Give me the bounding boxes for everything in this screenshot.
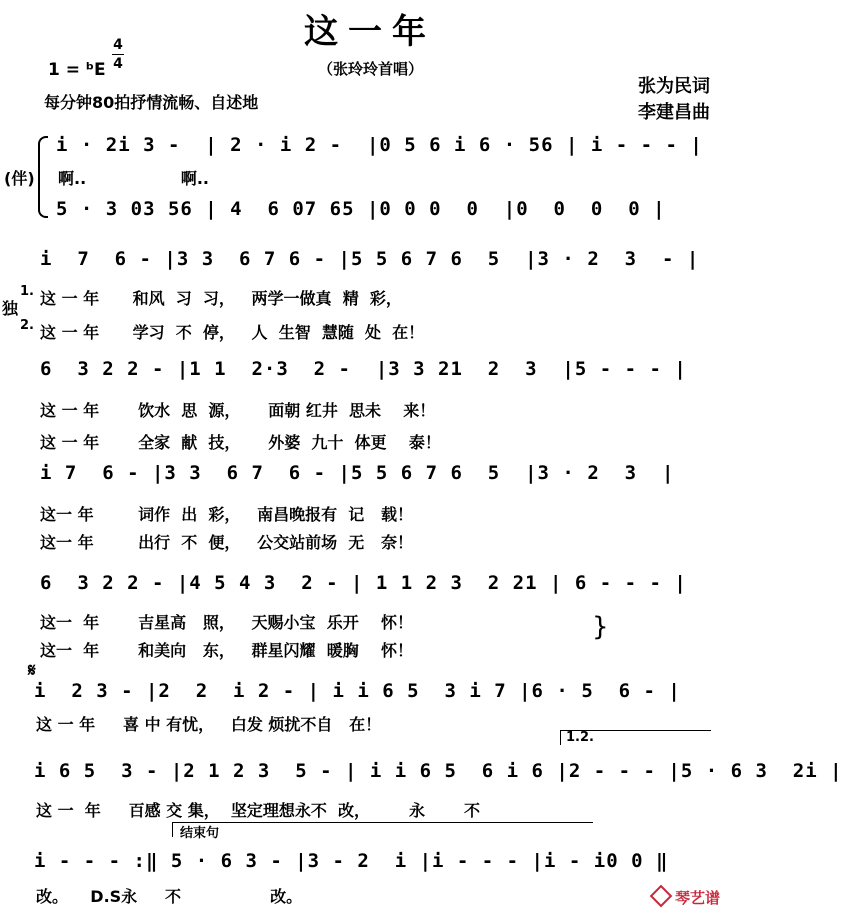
site-watermark bbox=[653, 887, 720, 908]
system-brace bbox=[38, 136, 48, 218]
row1-melody: i · 2i 3 - | 2 · i 2 - |0 5 6 i 6 · 56 | i - - - | bbox=[56, 134, 703, 156]
lyricist-credit: 张为民词 bbox=[638, 76, 710, 97]
row4-lyric-verse2: 这一 年 出行 不 便， 公交站前场 无 奈！ bbox=[40, 533, 413, 552]
row5-lyric-verse1: 这一 年 吉星高 照， 天赐小宝 乐开 怀！ bbox=[40, 613, 413, 632]
ending-final-label: 结束句 bbox=[180, 826, 220, 841]
row8-melody: i - - - :‖ 5 · 6 3 - |3 - 2 i |i - - - |i - i0 0 ‖ bbox=[34, 850, 669, 872]
tempo-marking: 每分钟80拍抒情流畅、自述地 bbox=[44, 93, 259, 112]
row3-lyric-verse2: 这 一 年 全家 献 技， 外婆 九十 体更 泰！ bbox=[40, 433, 441, 452]
singer-credit: （张玲玲首唱） bbox=[318, 60, 424, 78]
row7-melody: i 6 5 3 - |2 1 2 3 5 - | i i 6 5 6 i 6 |2 - - - |5 · 6 3 2i | bbox=[34, 760, 843, 782]
composer-credit: 李建昌曲 bbox=[638, 102, 710, 123]
logo-icon bbox=[650, 885, 673, 908]
verse1-marker: 1. bbox=[20, 284, 34, 299]
row3-melody: 6 3 2 2 - |1 1 2·3 2 - |3 3 21 2 3 |5 - - - | bbox=[40, 358, 687, 380]
solo-label: 独 bbox=[2, 299, 19, 318]
row1-lyric: 啊.. 啊.. bbox=[58, 169, 210, 188]
row7-lyric: 这 一 年 百感 交 集， 坚定理想永不 改， 永 不 bbox=[36, 801, 480, 820]
row5-melody: 6 3 2 2 - |4 5 4 3 2 - | 1 1 2 3 2 21 | 6 - - - | bbox=[40, 572, 687, 594]
time-numerator: 4 bbox=[113, 37, 123, 53]
time-signature bbox=[112, 38, 124, 71]
row2-lyric-verse1: 这 一 年 和风 习 习， 两学一做真 精 彩， bbox=[40, 289, 402, 308]
row6-melody: i 2 3 - |2 2 i 2 - | i i 6 5 3 i 7 |6 · 5 6 - | bbox=[34, 680, 681, 702]
row2-lyric-verse2: 这 一 年 学习 不 停， 人 生智 慧随 处 在！ bbox=[40, 323, 425, 342]
segno-sign: 𝄋 bbox=[28, 660, 36, 681]
verse2-marker: 2. bbox=[20, 318, 34, 333]
row4-melody: i 7 6 - |3 3 6 7 6 - |5 5 6 7 6 5 |3 · 2 3 | bbox=[40, 462, 675, 484]
row1-accompaniment: 5 · 3 03 56 | 4 6 07 65 |0 0 0 0 |0 0 0 0 | bbox=[56, 198, 666, 220]
row8-lyric: 改。 D.S永 不 改。 bbox=[36, 887, 303, 906]
verse-close-brace: } bbox=[592, 612, 609, 642]
final-ending-bracket bbox=[172, 822, 593, 837]
song-title: 这一年 bbox=[304, 12, 436, 52]
time-denominator: 4 bbox=[113, 56, 123, 72]
key-signature: 1 = ᵇE bbox=[48, 60, 106, 80]
row6-lyric: 这 一 年 喜 中 有忧， 白发 烦扰不自 在！ bbox=[36, 715, 382, 734]
row3-lyric-verse1: 这 一 年 饮水 思 源， 面朝 红井 思未 来！ bbox=[40, 401, 436, 420]
row5-lyric-verse2: 这一 年 和美向 东， 群星闪耀 暖胸 怀！ bbox=[40, 641, 413, 660]
watermark-text: 琴艺谱 bbox=[674, 889, 720, 907]
row2-melody: i 7 6 - |3 3 6 7 6 - |5 5 6 7 6 5 |3 · 2 3 - | bbox=[40, 248, 700, 270]
row4-lyric-verse1: 这一 年 词作 出 彩， 南昌晚报有 记 载！ bbox=[40, 505, 413, 524]
ending-12-label: 1.2. bbox=[566, 730, 594, 745]
accompaniment-label: (伴) bbox=[4, 169, 35, 188]
